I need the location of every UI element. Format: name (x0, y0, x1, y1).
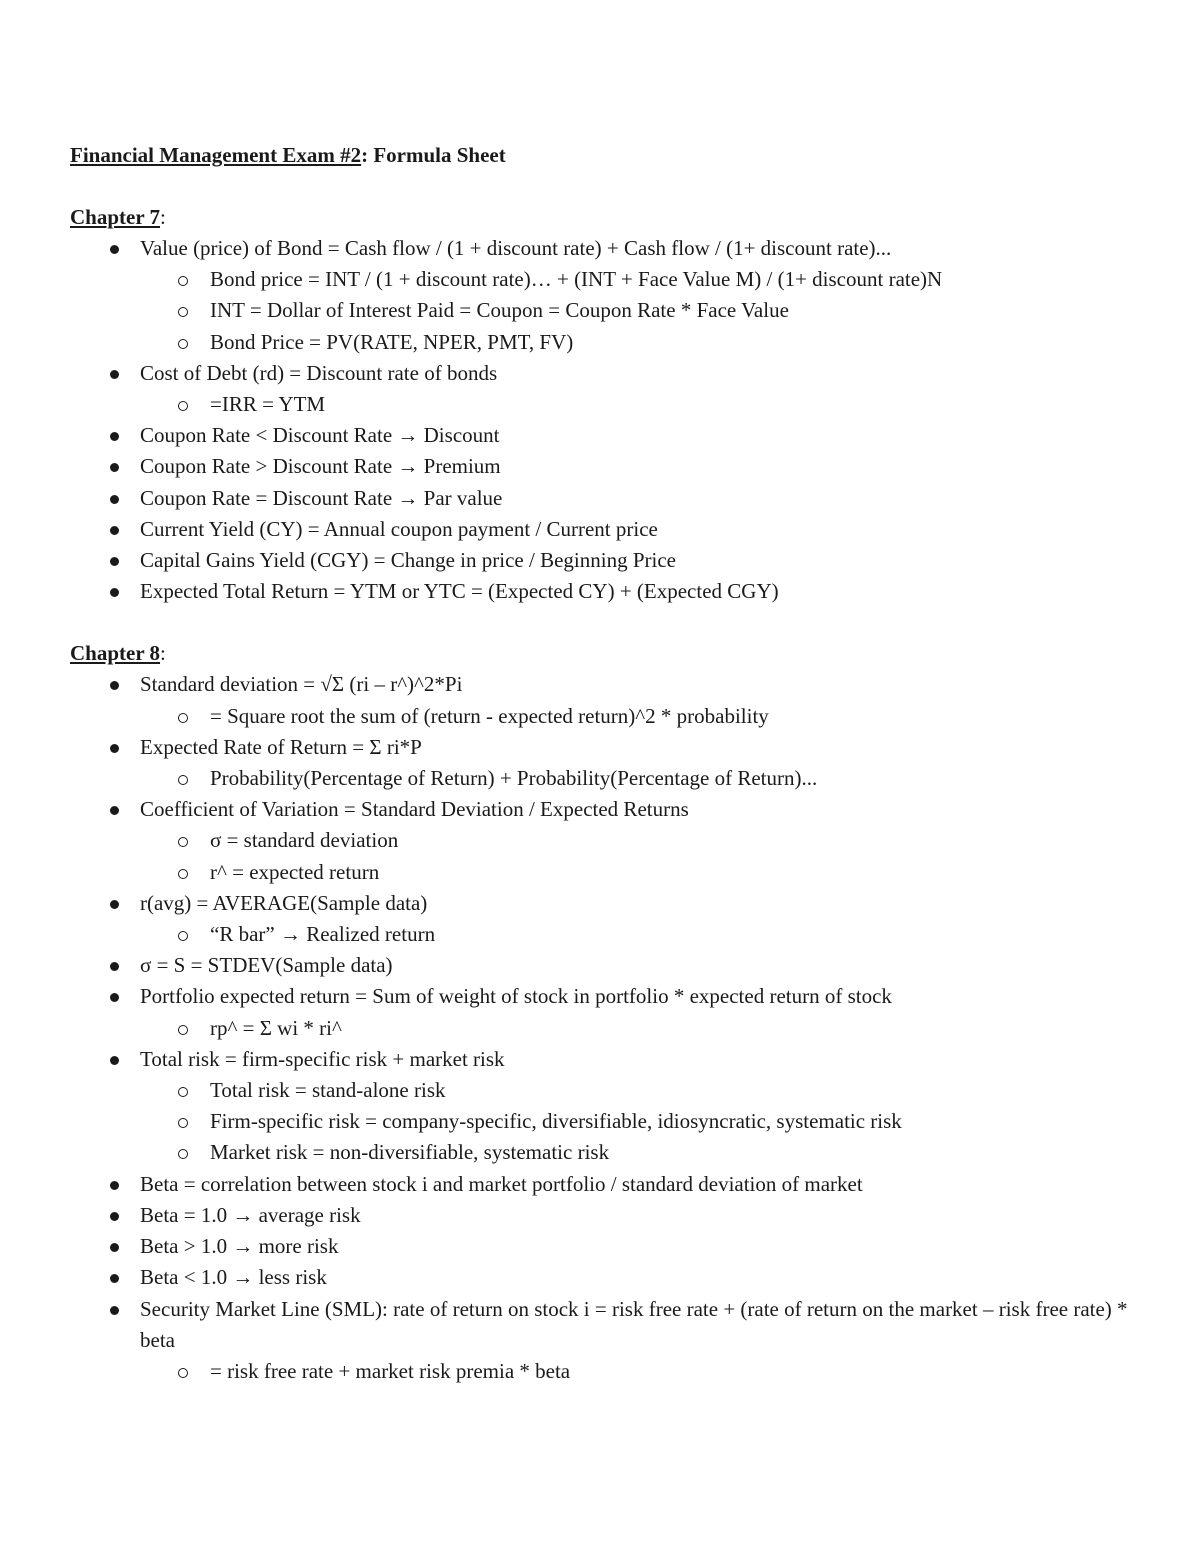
bullet-circle-icon (178, 1149, 188, 1159)
formula-sublist (70, 1075, 1130, 1169)
formula-subtext: = Square root the sum of (return - expected return)^2 * probability (210, 703, 769, 728)
formula-text: Beta < 1.0 → less risk (140, 1265, 327, 1290)
formula-line (70, 1231, 1130, 1262)
chapter-heading (70, 202, 1130, 233)
bullet-circle-icon (178, 1368, 188, 1378)
formula-subline (70, 919, 1130, 950)
formula-text: Expected Total Return = YTM or YTC = (Expected CY) + (Expected CGY) (140, 579, 779, 604)
formula-text: Coupon Rate > Discount Rate → Premium (140, 454, 501, 479)
bullet-disc-icon (110, 432, 119, 441)
formula-list-item (70, 1231, 1130, 1262)
formula-list-item (70, 950, 1130, 981)
bullet-disc-icon (110, 900, 119, 909)
formula-line (70, 483, 1130, 514)
formula-line (70, 888, 1130, 919)
formula-subline (70, 1075, 1130, 1106)
formula-subline (70, 857, 1130, 888)
formula-subtext: Bond Price = PV(RATE, NPER, PMT, FV) (210, 329, 574, 354)
bullet-disc-icon (110, 681, 119, 690)
document-title-suffix: : Formula Sheet (361, 143, 506, 167)
formula-text: Coupon Rate = Discount Rate → Par value (140, 485, 503, 510)
formula-text: Current Yield (CY) = Annual coupon payment / Current price (140, 516, 658, 541)
chapters-container (70, 202, 1130, 1387)
bullet-circle-icon (178, 1087, 188, 1097)
formula-subtext: = risk free rate + market risk premia * beta (210, 1358, 571, 1383)
formula-list-item (70, 888, 1130, 950)
bullet-disc-icon (110, 245, 119, 254)
bullet-circle-icon (178, 837, 188, 847)
formula-subline (70, 264, 1130, 295)
formula-subline (70, 825, 1130, 856)
formula-text: Beta > 1.0 → more risk (140, 1234, 339, 1259)
formula-line (70, 981, 1130, 1012)
spacer (70, 607, 1130, 638)
bullet-disc-icon (110, 370, 119, 379)
bullet-circle-icon (178, 713, 188, 723)
bullet-disc-icon (110, 744, 119, 753)
formula-subline (70, 763, 1130, 794)
formula-subtext: Market risk = non-diversifiable, systematic risk (210, 1140, 610, 1165)
bullet-disc-icon (110, 463, 119, 472)
formula-subline (70, 1137, 1130, 1168)
formula-sublist (70, 825, 1130, 887)
formula-text: Portfolio expected return = Sum of weight of stock in portfolio * expected return of stock (140, 984, 892, 1009)
formula-list-item (70, 794, 1130, 888)
formula-line (70, 1294, 1130, 1356)
formula-subtext: “R bar” → Realized return (210, 922, 436, 947)
formula-text: Coupon Rate < Discount Rate → Discount (140, 423, 500, 448)
bullet-disc-icon (110, 1212, 119, 1221)
formula-subline (70, 1106, 1130, 1137)
formula-subtext: Bond price = INT / (1 + discount rate)… + (INT + Face Value M) / (1+ discount rate)N (210, 267, 943, 292)
formula-text: Expected Rate of Return = Σ ri*P (140, 734, 422, 759)
formula-list-item (70, 1262, 1130, 1293)
formula-sublist (70, 763, 1130, 794)
formula-subline (70, 389, 1130, 420)
bullet-disc-icon (110, 588, 119, 597)
bullet-circle-icon (178, 401, 188, 411)
bullet-circle-icon (178, 1025, 188, 1035)
bullet-disc-icon (110, 526, 119, 535)
formula-text: Standard deviation = √Σ (ri – r^)^2*Pi (140, 672, 463, 697)
formula-subitem (70, 825, 1130, 856)
formula-list-item (70, 981, 1130, 1043)
formula-list-item (70, 483, 1130, 514)
formula-subitem (70, 701, 1130, 732)
bullet-disc-icon (110, 993, 119, 1002)
formula-subtext: Firm-specific risk = company-specific, diversifiable, idiosyncratic, systematic risk (210, 1109, 902, 1134)
formula-text: Beta = correlation between stock i and market portfolio / standard deviation of market (140, 1171, 863, 1196)
formula-subtext: r^ = expected return (210, 859, 380, 884)
formula-sublist (70, 1013, 1130, 1044)
spacer (70, 171, 1130, 202)
formula-list (70, 233, 1130, 607)
formula-text: r(avg) = AVERAGE(Sample data) (140, 890, 428, 915)
bullet-disc-icon (110, 962, 119, 971)
formula-sublist (70, 919, 1130, 950)
chapter-heading-colon: : (160, 641, 166, 666)
formula-list-item (70, 576, 1130, 607)
formula-line (70, 1200, 1130, 1231)
formula-list-item (70, 233, 1130, 358)
formula-line (70, 950, 1130, 981)
formula-line (70, 794, 1130, 825)
formula-line (70, 358, 1130, 389)
formula-sublist (70, 701, 1130, 732)
formula-line (70, 732, 1130, 763)
formula-sublist (70, 1356, 1130, 1387)
chapter-heading (70, 638, 1130, 669)
bullet-circle-icon (178, 276, 188, 286)
formula-list-item (70, 1169, 1130, 1200)
formula-line (70, 576, 1130, 607)
formula-subitem (70, 327, 1130, 358)
formula-subtext: INT = Dollar of Interest Paid = Coupon = Coupon Rate * Face Value (210, 298, 789, 323)
formula-line (70, 669, 1130, 700)
formula-subitem (70, 295, 1130, 326)
bullet-circle-icon (178, 339, 188, 349)
document-title-main: Financial Management Exam #2 (70, 143, 362, 167)
bullet-disc-icon (110, 806, 119, 815)
formula-subtext: Probability(Percentage of Return) + Probability(Percentage of Return)... (210, 766, 818, 791)
formula-subitem (70, 1075, 1130, 1106)
formula-text: Total risk = firm-specific risk + market risk (140, 1046, 505, 1071)
formula-list-item (70, 514, 1130, 545)
formula-sublist (70, 264, 1130, 358)
formula-list-item (70, 669, 1130, 731)
chapter-section (70, 638, 1130, 1387)
formula-text: Security Market Line (SML): rate of return on stock i = risk free rate + (rate of return on the market – risk free rate) * beta (140, 1296, 1128, 1352)
formula-subline (70, 1356, 1130, 1387)
formula-line (70, 545, 1130, 576)
formula-line (70, 420, 1130, 451)
document-title (70, 140, 1130, 171)
bullet-disc-icon (110, 1181, 119, 1190)
formula-list-item (70, 1200, 1130, 1231)
bullet-disc-icon (110, 495, 119, 504)
formula-subline (70, 701, 1130, 732)
chapter-heading-label: Chapter 7 (70, 205, 161, 229)
bullet-circle-icon (178, 775, 188, 785)
formula-text: Cost of Debt (rd) = Discount rate of bonds (140, 360, 498, 385)
formula-subtext: σ = standard deviation (210, 828, 399, 853)
formula-line (70, 1044, 1130, 1075)
bullet-disc-icon (110, 557, 119, 566)
chapter-heading-colon: : (160, 205, 166, 229)
formula-sublist (70, 389, 1130, 420)
formula-list-item (70, 545, 1130, 576)
formula-line (70, 233, 1130, 264)
formula-list-item (70, 420, 1130, 451)
formula-subtext: Total risk = stand-alone risk (210, 1078, 446, 1103)
formula-text: Beta = 1.0 → average risk (140, 1202, 361, 1227)
formula-list-item (70, 358, 1130, 420)
formula-subitem (70, 857, 1130, 888)
formula-list-item (70, 1294, 1130, 1388)
bullet-disc-icon (110, 1306, 119, 1315)
formula-subitem (70, 1013, 1130, 1044)
formula-subtext: =IRR = YTM (210, 392, 326, 417)
formula-subitem (70, 1137, 1130, 1168)
formula-text: Capital Gains Yield (CGY) = Change in price / Beginning Price (140, 548, 676, 573)
formula-list (70, 669, 1130, 1387)
bullet-disc-icon (110, 1243, 119, 1252)
formula-subitem (70, 1356, 1130, 1387)
bullet-circle-icon (178, 931, 188, 941)
formula-subitem (70, 763, 1130, 794)
formula-subtext: rp^ = Σ wi * ri^ (210, 1015, 342, 1040)
formula-text: σ = S = STDEV(Sample data) (140, 953, 393, 978)
formula-text: Coefficient of Variation = Standard Deviation / Expected Returns (140, 797, 689, 822)
formula-subitem (70, 389, 1130, 420)
chapter-section (70, 202, 1130, 638)
formula-line (70, 514, 1130, 545)
formula-subline (70, 327, 1130, 358)
formula-subitem (70, 1106, 1130, 1137)
chapter-heading-label: Chapter 8 (70, 641, 161, 666)
bullet-circle-icon (178, 307, 188, 317)
formula-line (70, 1262, 1130, 1293)
formula-line (70, 1169, 1130, 1200)
formula-sheet-page (70, 140, 1130, 1387)
bullet-circle-icon (178, 1118, 188, 1128)
formula-list-item (70, 732, 1130, 794)
formula-subline (70, 295, 1130, 326)
formula-line (70, 451, 1130, 482)
formula-subitem (70, 264, 1130, 295)
formula-list-item (70, 1044, 1130, 1169)
bullet-disc-icon (110, 1056, 119, 1065)
bullet-circle-icon (178, 869, 188, 879)
formula-subline (70, 1013, 1130, 1044)
bullet-disc-icon (110, 1274, 119, 1283)
formula-text: Value (price) of Bond = Cash flow / (1 + discount rate) + Cash flow / (1+ discount rate)... (140, 236, 892, 260)
formula-list-item (70, 451, 1130, 482)
formula-subitem (70, 919, 1130, 950)
